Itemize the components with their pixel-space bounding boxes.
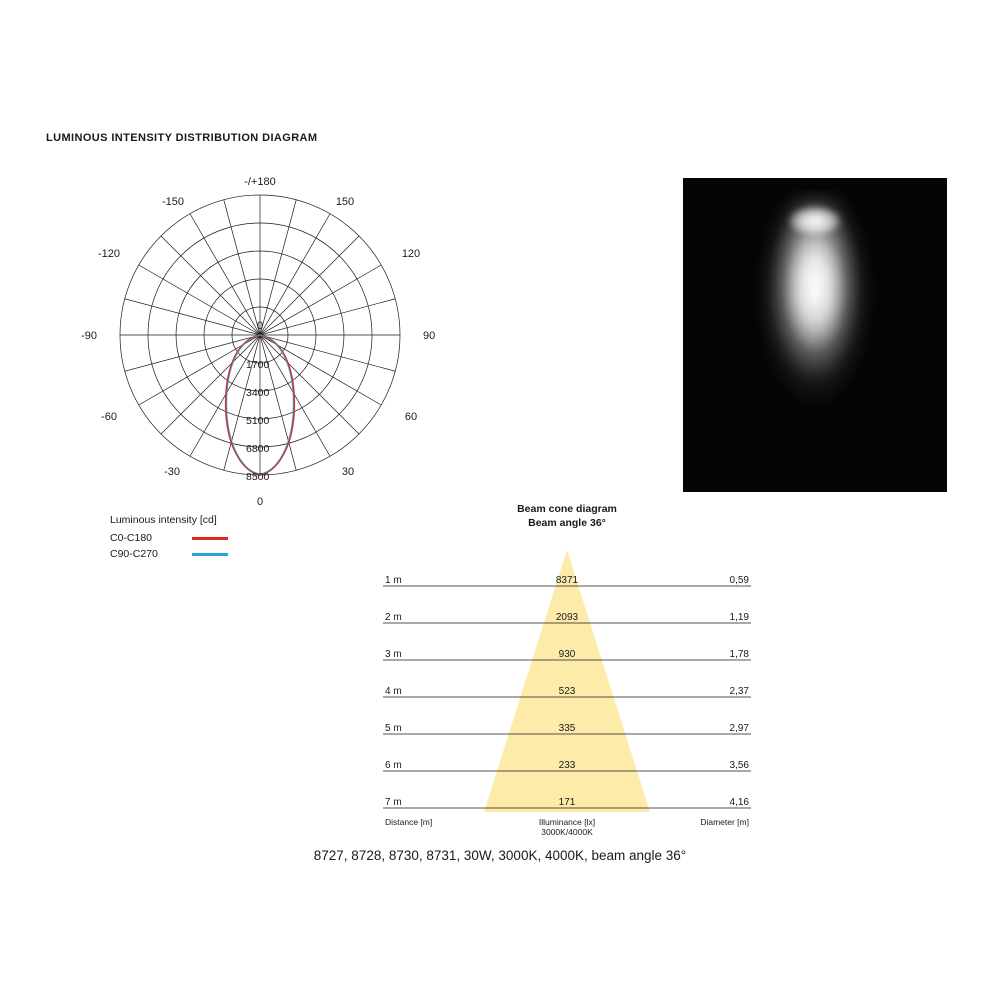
cone-header-illuminance-sub: 3000K/4000K: [541, 827, 593, 835]
polar-center-zero: 0: [257, 320, 264, 332]
polar-angle-30: 30: [341, 466, 355, 478]
legend-swatch-c0-c180: [192, 537, 228, 540]
cone-illuminance-1: 8371: [555, 575, 579, 586]
beam-cone-title-line1: Beam cone diagram: [517, 503, 617, 515]
legend-item-c0-c180: [110, 530, 228, 546]
cone-diameter-7: 4,16: [729, 797, 749, 808]
legend-swatch-c90-c270: [192, 553, 228, 556]
beam-cone-svg: [383, 550, 751, 835]
polar-chart-legend: [110, 512, 228, 562]
ring-label-3400: 3400: [246, 387, 270, 399]
cone-illuminance-3: 930: [558, 649, 576, 660]
polar-angle-120: 120: [401, 248, 421, 260]
cone-illuminance-4: 523: [558, 686, 576, 697]
ring-label-6800: 6800: [246, 443, 270, 455]
beam-cone-title: [383, 502, 751, 530]
polar-angle-minus30: -30: [164, 466, 180, 478]
cone-header-diameter: Diameter [m]: [700, 817, 749, 827]
beam-hotspot: [788, 206, 842, 236]
ring-label-8500: 8500: [246, 471, 270, 483]
cone-distance-6: 6 m: [385, 760, 402, 771]
polar-angle-minus150: -150: [161, 196, 185, 208]
legend-label-c90-c270: C90-C270: [110, 548, 158, 560]
cone-diameter-6: 3,56: [729, 760, 749, 771]
polar-angle-90: 90: [423, 330, 436, 342]
beam-photo: [683, 178, 947, 492]
polar-angle-150: 150: [335, 196, 355, 208]
cone-diameter-1: 0,59: [729, 575, 749, 586]
cone-diameter-3: 1,78: [729, 649, 749, 660]
polar-angle-minus60: -60: [101, 411, 117, 423]
cone-header-distance: Distance [m]: [385, 817, 433, 827]
ring-label-1700: 1700: [246, 359, 270, 371]
cone-distance-2: 2 m: [385, 612, 402, 623]
polar-plot-area: [81, 176, 435, 505]
cone-distance-7: 7 m: [385, 797, 402, 808]
legend-title: Luminous intensity [cd]: [110, 514, 217, 526]
ring-label-5100: 5100: [246, 415, 270, 427]
figure-caption: 8727, 8728, 8730, 8731, 30W, 3000K, 4000K, beam angle 36°: [313, 848, 687, 863]
beam-cone-title-line2: Beam angle 36°: [528, 517, 606, 529]
cone-diameter-5: 2,97: [729, 723, 749, 734]
page-title: LUMINOUS INTENSITY DISTRIBUTION DIAGRAM: [46, 132, 318, 144]
beam-glow-inner: [755, 200, 875, 450]
polar-angle-180: -/+180: [244, 176, 276, 188]
cone-shape: [484, 550, 650, 812]
beam-cone-diagram: [383, 550, 751, 835]
cone-illuminance-7: 171: [558, 797, 576, 808]
legend-label-c0-c180: C0-C180: [110, 532, 153, 544]
luminous-intensity-polar-chart: [60, 165, 470, 505]
cone-diameter-2: 1,19: [729, 612, 749, 623]
cone-header-illuminance: Illuminance [lx]: [538, 817, 596, 827]
cone-distance-4: 4 m: [385, 686, 402, 697]
polar-angle-60: 60: [404, 411, 418, 423]
cone-diameter-4: 2,37: [729, 686, 749, 697]
polar-chart-svg: [60, 165, 470, 505]
polar-bottom-zero: 0: [257, 496, 264, 505]
legend-item-c90-c270: [110, 546, 228, 562]
polar-angle-minus90: -90: [81, 330, 97, 342]
cone-distance-3: 3 m: [385, 649, 402, 660]
polar-angle-minus120: -120: [97, 248, 121, 260]
cone-distance-5: 5 m: [385, 723, 402, 734]
cone-illuminance-5: 335: [558, 723, 576, 734]
cone-illuminance-6: 233: [558, 760, 576, 771]
cone-distance-1: 1 m: [385, 575, 402, 586]
cone-illuminance-2: 2093: [555, 612, 579, 623]
